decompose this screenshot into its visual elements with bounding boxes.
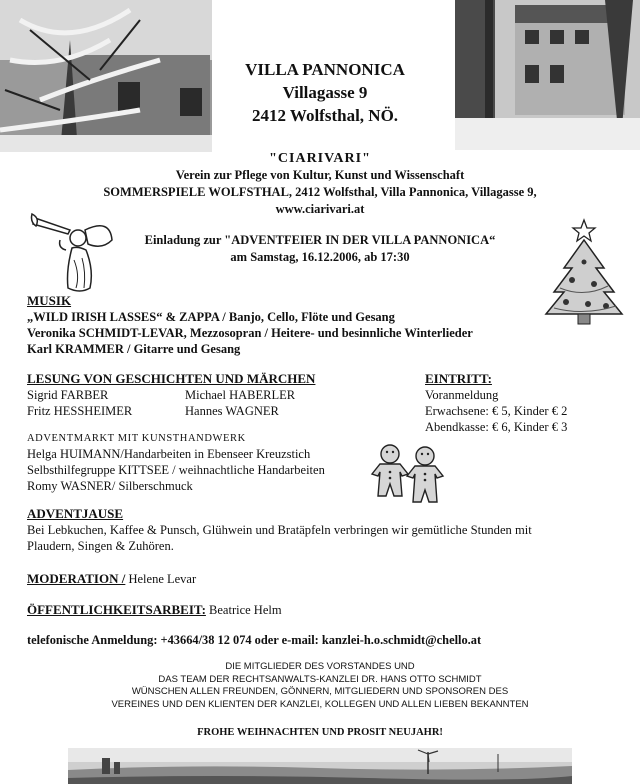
villa-photo-left (0, 0, 212, 152)
closing-block (20, 661, 620, 711)
advent-text-2: Plaudern, Singen & Zuhören. (27, 539, 174, 553)
reader-4: Hannes WAGNER (185, 404, 279, 418)
market-line-1: Helga HUIMANN/Handarbeiten in Ebenseer Kreuzstich (27, 447, 311, 461)
gingerbread-icon (370, 440, 450, 508)
admission-title: EINTRITT: (425, 371, 492, 386)
admission-line-3: Abendkasse: € 6, Kinder € 3 (425, 420, 568, 434)
villa-photo-right (455, 0, 640, 150)
contact-line: telefonische Anmeldung: +43664/38 12 074 oder e-mail: kanzlei-h.o.schmidt@chello.at (27, 633, 482, 647)
admission-line-1: Voranmeldung (425, 388, 499, 402)
closing-line-1: DIE MITGLIEDER DES VORSTANDES UND (225, 661, 415, 672)
venue-address (200, 58, 450, 127)
music-line-3: Karl KRAMMER / Gitarre und Gesang (27, 342, 241, 356)
org-name: "CIARIVARI" (269, 151, 371, 166)
music-section (27, 293, 527, 357)
moderation-name: Helene Levar (125, 572, 197, 586)
landscape-photo-bottom (68, 748, 572, 784)
pr-label: ÖFFENTLICHKEITSARBEIT: (27, 602, 206, 617)
pr-name: Beatrice Helm (205, 603, 282, 617)
reading-title: LESUNG VON GESCHICHTEN UND MÄRCHEN (27, 371, 316, 386)
invitation-block (110, 232, 530, 266)
invitation-date: am Samstag, 16.12.2006, ab 17:30 (230, 250, 410, 264)
venue-name: VILLA PANNONICA (245, 60, 405, 79)
invitation-title: Einladung zur "ADVENTFEIER IN DER VILLA PANNONICA“ (144, 233, 496, 247)
angel-icon (30, 200, 120, 295)
reading-section (27, 371, 367, 419)
organization-block (60, 150, 580, 218)
market-section (27, 432, 387, 494)
moderation-line (27, 571, 196, 587)
moderation-label: MODERATION / (27, 571, 126, 586)
pr-line (27, 602, 282, 618)
org-event-line: SOMMERSPIELE WOLFSTHAL, 2412 Wolfsthal, Villa Pannonica, Villagasse 9, (103, 185, 537, 199)
advent-title: ADVENTJAUSE (27, 506, 124, 521)
closing-line-2: DAS TEAM DER RECHTSANWALTS-KANZLEI DR. HANS OTTO SCHMIDT (158, 673, 482, 685)
venue-city: 2412 Wolfsthal, NÖ. (251, 106, 399, 125)
venue-street: Villagasse 9 (282, 83, 368, 102)
music-title: MUSIK (27, 293, 72, 308)
closing-line-4: VEREINES UND DEN KLIENTEN DER KANZLEI, KOLLEGEN UND ALLEN LIEBEN BEKANNTEN (111, 698, 529, 710)
music-line-2: Veronika SCHMIDT-LEVAR, Mezzosopran / Heitere- und besinnliche Winterlieder (27, 326, 473, 340)
org-website: www.ciarivari.at (275, 202, 365, 216)
reader-1: Sigrid FARBER (27, 388, 109, 402)
market-line-3: Romy WASNER/ Silberschmuck (27, 479, 193, 493)
org-tagline: Verein zur Pflege von Kultur, Kunst und Wissenschaft (175, 168, 465, 182)
admission-section (425, 371, 625, 435)
christmas-tree-icon (542, 218, 627, 326)
advent-section (27, 506, 627, 554)
season-greeting: FROHE WEIHNACHTEN UND PROSIT NEUJAHR! (197, 727, 443, 738)
closing-line-3: WÜNSCHEN ALLEN FREUNDEN, GÖNNERN, MITGLIEDERN UND SPONSOREN DES (131, 686, 509, 697)
reader-3: Michael HABERLER (185, 388, 296, 402)
market-title: ADVENTMARKT MIT KUNSTHANDWERK (27, 433, 246, 444)
market-line-2: Selbsthilfegruppe KITTSEE / weihnachtliche Handarbeiten (27, 463, 325, 477)
admission-line-2: Erwachsene: € 5, Kinder € 2 (425, 404, 568, 418)
music-line-1: „WILD IRISH LASSES“ & ZAPPA / Banjo, Cello, Flöte und Gesang (27, 310, 395, 324)
reader-2: Fritz HESSHEIMER (27, 404, 133, 418)
advent-text-1: Bei Lebkuchen, Kaffee & Punsch, Glühwein und Bratäpfeln verbringen wir gemütliche Stunden mit (27, 523, 532, 537)
